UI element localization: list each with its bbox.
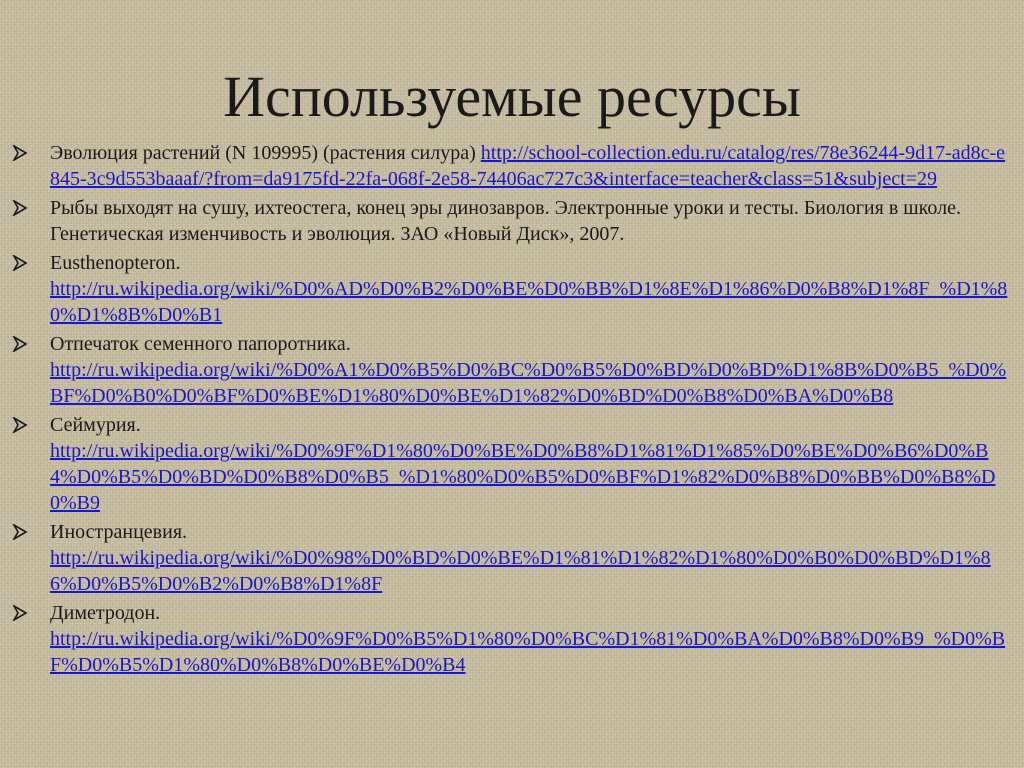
list-item [10, 195, 1014, 247]
chevron-arrow-right-icon [12, 412, 32, 438]
list-item [10, 519, 1014, 597]
resource-link[interactable]: http://ru.wikipedia.org/wiki/%D0%9F%D0%B5%D1%80%D0%BC%D1%81%D0%BA%D0%B8%D0%B9_%D0%BF%D0%B5%D1%80%D0%B8%D0%BE%D0%B4 [50, 628, 1006, 676]
chevron-arrow-right-icon [12, 195, 32, 221]
list-item [10, 250, 1014, 328]
list-item [10, 140, 1014, 192]
resource-link[interactable]: http://ru.wikipedia.org/wiki/%D0%AD%D0%B2%D0%BE%D0%BB%D1%8E%D1%86%D0%B8%D1%8F_%D1%80%D1%8B%D0%B1 [50, 278, 1008, 326]
chevron-arrow-right-icon [12, 519, 32, 545]
chevron-arrow-right-icon [12, 250, 32, 276]
resource-list [10, 140, 1014, 681]
chevron-arrow-right-icon [12, 600, 32, 626]
list-item-text: Рыбы выходят на сушу, ихтеостега, конец эры динозавров. Электронные уроки и тесты. Биология в школе. Генетическая изменчивость и эволюция. ЗАО «Новый Диск», 2007. [50, 197, 961, 245]
resource-link[interactable]: http://school-collection.edu.ru/catalog/res/78e36244-9d17-ad8c-e845-3c9d553baaaf/?from=da9175fd-22fa-068f-2e58-74406ac727c3&interface=teacher&class=51&subject=29 [50, 142, 1006, 190]
resource-link[interactable]: http://ru.wikipedia.org/wiki/%D0%A1%D0%B5%D0%BC%D0%B5%D0%BD%D0%BD%D1%8B%D0%B5_%D0%BF%D0%B0%D0%BF%D0%BE%D1%80%D0%BE%D1%82%D0%BD%D0%B8%D0%BA%D0%B8 [50, 359, 1007, 407]
list-item [10, 600, 1014, 678]
list-item-text: Сеймурия. [50, 414, 141, 436]
slide-title: Используемые ресурсы [223, 64, 801, 129]
chevron-arrow-right-icon [12, 140, 32, 166]
list-item-text: Эволюция растений (N 109995) (растения силура) [50, 142, 481, 164]
list-item-text: Иностранцевия. [50, 521, 188, 543]
list-item-text: Eusthenopteron. [50, 252, 181, 274]
resource-link[interactable]: http://ru.wikipedia.org/wiki/%D0%9F%D1%80%D0%BE%D0%B8%D1%81%D1%85%D0%BE%D0%B6%D0%B4%D0%B5%D0%BD%D0%B8%D0%B5_%D1%80%D0%B5%D0%BF%D1%82%D0%B8%D0%BB%D0%B8%D0%B9 [50, 440, 996, 514]
resource-link[interactable]: http://ru.wikipedia.org/wiki/%D0%98%D0%BD%D0%BE%D1%81%D1%82%D1%80%D0%B0%D0%BD%D1%86%D0%B5%D0%B2%D0%B8%D1%8F [50, 547, 991, 595]
list-item [10, 331, 1014, 409]
chevron-arrow-right-icon [12, 331, 32, 357]
list-item-text: Отпечаток семенного папоротника. [50, 333, 351, 355]
list-item [10, 412, 1014, 516]
list-item-text: Диметродон. [50, 602, 161, 624]
